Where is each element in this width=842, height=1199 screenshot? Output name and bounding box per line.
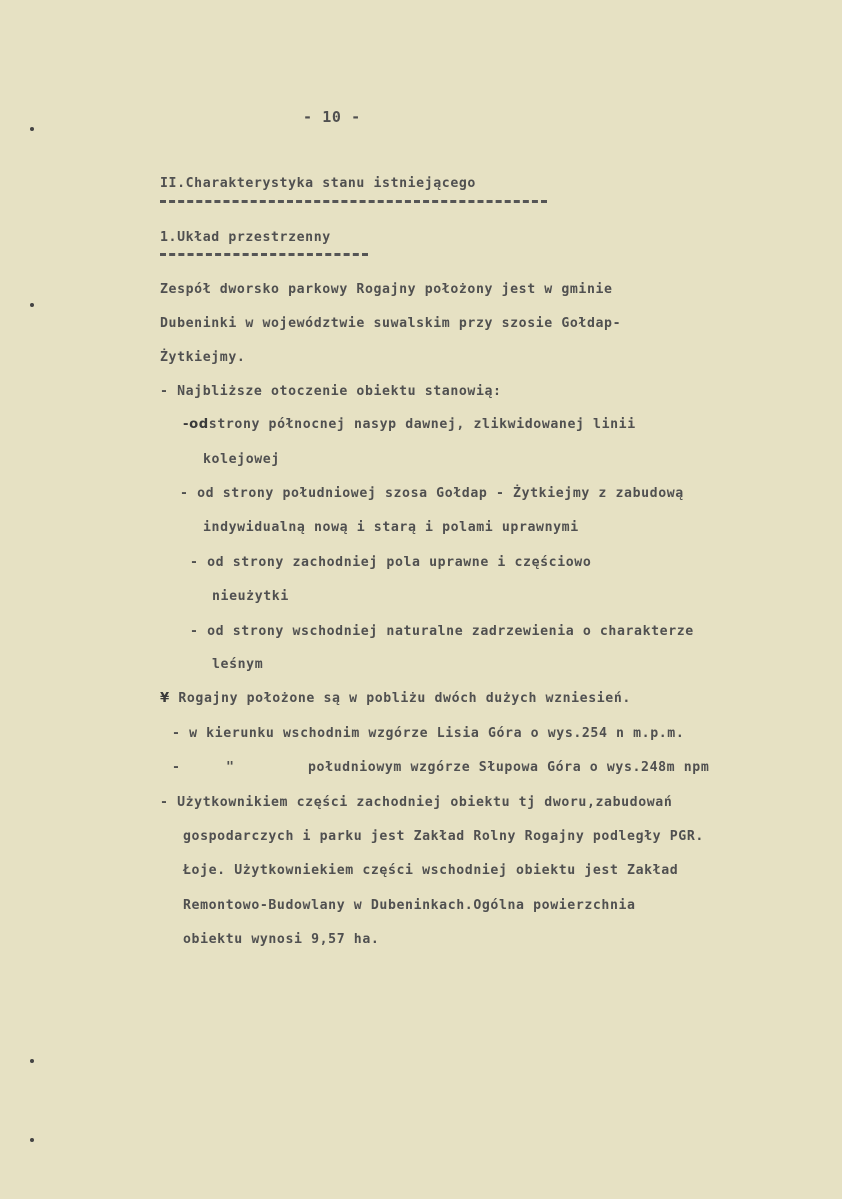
surroundings-heading: - Najbliższe otoczenie obiektu stanowią: — [160, 384, 502, 399]
punch-mark — [30, 127, 34, 131]
users-line: gospodarczych i parku jest Zakład Rolny Rogajny podległy PGR. — [183, 829, 704, 844]
punch-mark — [30, 1059, 34, 1063]
surroundings-west-cont: nieużytki — [212, 589, 289, 604]
paragraph-line: Dubeninki w województwie suwalskim przy szosie Gołdap- — [160, 316, 622, 331]
hill-east: - w kierunku wschodnim wzgórze Lisia Góra o wys.254 n m.p.m. — [172, 726, 685, 741]
punch-mark — [30, 303, 34, 307]
surroundings-south-cont: indywidualną nową i starą i polami uprawnymi — [203, 520, 579, 535]
surroundings-south: - od strony południowej szosa Gołdap - Żytkiejmy z zabudową — [180, 486, 684, 501]
hill-south-ditto: " — [226, 760, 235, 775]
users-line: Łoje. Użytkowniekiem części wschodniej obiektu jest Zakład — [183, 863, 679, 878]
surroundings-north-cont: kolejowej — [203, 452, 280, 467]
surroundings-north-text: strony północnej nasyp dawnej, zlikwidowanej linii — [208, 417, 636, 432]
subsection-title-underline — [160, 253, 368, 256]
paragraph-line: Żytkiejmy. — [160, 350, 246, 365]
page-number: - 10 - — [303, 108, 361, 126]
handwritten-correction: -od — [183, 417, 209, 432]
hill-south: południowym wzgórze Słupowa Góra o wys.248m npm — [308, 760, 710, 775]
hill-south-dash: - — [172, 760, 181, 775]
section-title-underline — [160, 200, 547, 203]
users-line: - Użytkownikiem części zachodniej obiektu tj dworu,zabudowań — [160, 795, 673, 810]
punch-mark — [30, 1138, 34, 1142]
surroundings-east-cont: leśnym — [212, 657, 264, 672]
section-title: II.Charakterystyka stanu istniejącego — [160, 176, 476, 191]
paragraph-line: Zespół dworsko parkowy Rogajny położony jest w gminie — [160, 282, 613, 297]
subsection-title: 1.Układ przestrzenny — [160, 230, 331, 245]
users-line: obiektu wynosi 9,57 ha. — [183, 932, 380, 947]
surroundings-north — [183, 417, 636, 432]
hills-intro — [160, 691, 631, 706]
users-line: Remontowo-Budowlany w Dubeninkach.Ogólna powierzchnia — [183, 898, 636, 913]
surroundings-east: - od strony wschodniej naturalne zadrzewienia o charakterze — [190, 624, 694, 639]
hills-intro-text: Rogajny położone są w pobliżu dwóch dużych wzniesień. — [178, 691, 631, 706]
surroundings-west: - od strony zachodniej pola uprawne i częściowo — [190, 555, 592, 570]
handwritten-mark: ¥ — [160, 691, 170, 706]
